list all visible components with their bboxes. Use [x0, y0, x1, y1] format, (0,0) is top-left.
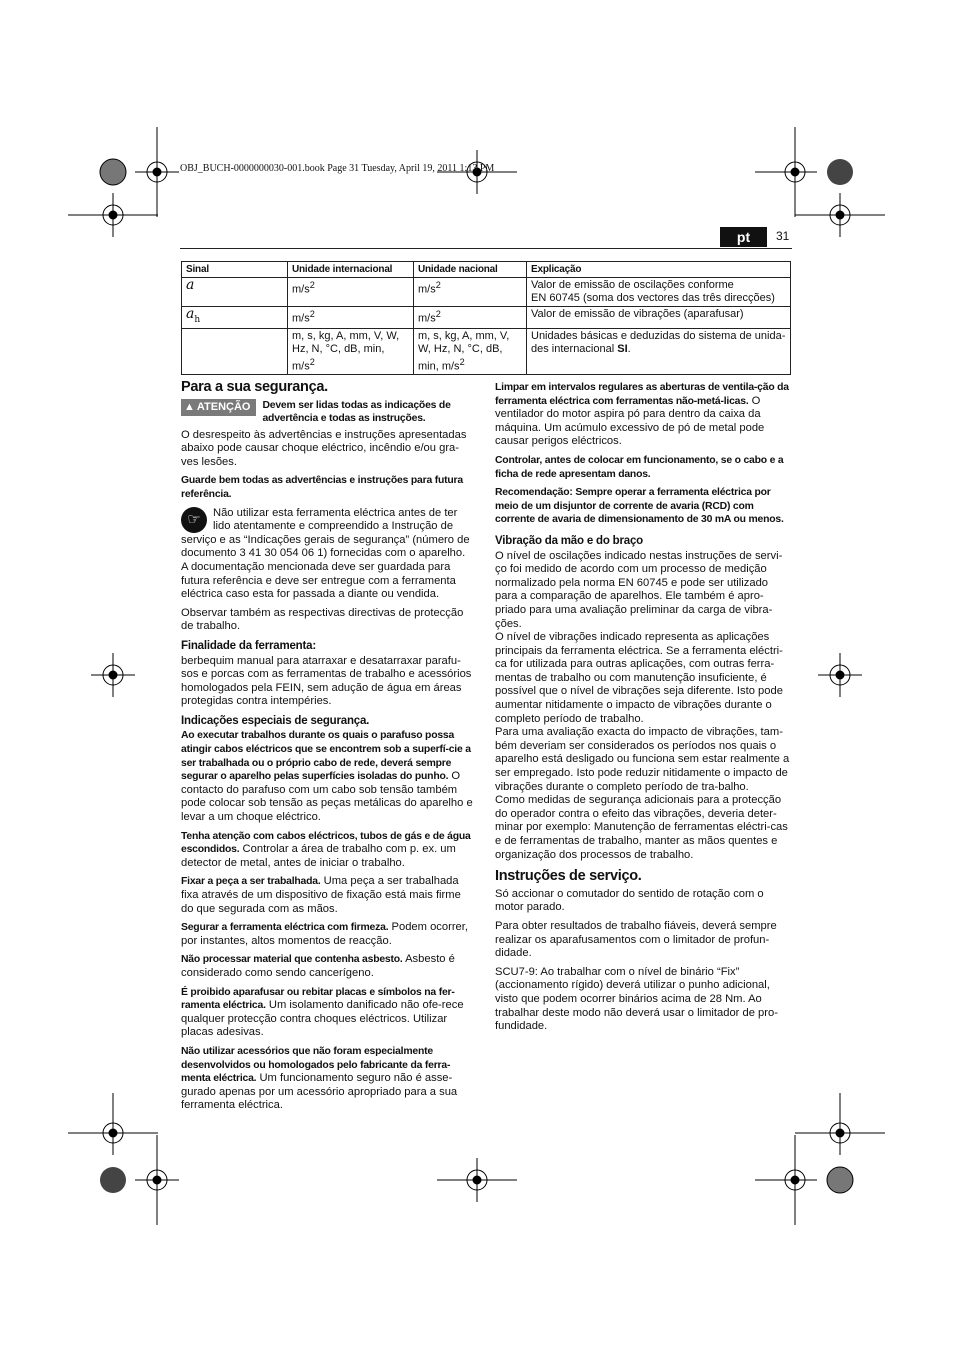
table-cell-national: m, s, kg, A, mm, V, W, Hz, N, °C, dB, min, $m/s^2$ [414, 328, 527, 375]
paragraph: O nível de oscilações indicado nestas instruções de servi-ço foi medido de acordo com um processo de medição normalizado pela norma EN 60745 e pode ser utilizado para a comparação de aparelhos. Ele também é apro-priado para uma avaliação preliminar da carga de vibra-ções. [495, 549, 783, 630]
crosshair-mark-top-left [135, 127, 179, 217]
paragraph-bold: Guarde bem todas as advertências e instruções para futura referência. [181, 475, 463, 500]
paragraph-read-manual: ☞ Não utilizar esta ferramenta eléctrica antes de ter lido atentamente e compreendido a Instrução de serviço e as “Indicações gerais de segurança” (número de documento 3 41 30 054 06 1) fornecidas com o aparelho. A documentação mencionada deve ser guardada para futura referência e deve ser entregue com a ferramenta eléctrica caso esta for passada a diante ou vendida. [181, 506, 470, 601]
paragraph: É proibido aparafusar ou rebitar placas e símbolos na fer-ramenta eléctrica. Um isolamento danificado não ofe-rece qualquer protecção contra choques eléctricos. Utilizar placas adesivas. [181, 986, 464, 1039]
paragraph: Limpar em intervalos regulares as aberturas de ventila-ção da ferramenta eléctrica com ferramentas não-metá-licas. O ventilador do motor aspira pó para dentro da caixa da máquina. Um acúmulo excessivo de pó de metal pode causar perigos eléctricos. [495, 382, 789, 448]
table-cell-explanation: Valor de emissão de oscilações conforme EN 60745 (soma dos vectores das três direcções) [527, 278, 791, 307]
warning-text: Devem ser lidas todas as indicações de advertência e todas as instruções. [262, 399, 451, 424]
table-header-cell: Unidade nacional [414, 262, 527, 278]
paragraph-bold: Controlar, antes de colocar em funcionamento, se o cabo e a ficha de rede apresentam danos. [495, 454, 784, 480]
heading-special-safety: Indicações especiais de segurança. [181, 714, 370, 727]
paragraph: Tenha atenção com cabos eléctricos, tubos de gás e de água escondidos. Controlar a área de trabalho com p. ex. um detector de metal, antes de iniciar o trabalho. [181, 830, 471, 869]
section-title-safety: Para a sua segurança. [181, 379, 328, 395]
crosshair-mark-bottom-right [755, 1135, 817, 1225]
table-header-cell: Unidade internacional [288, 262, 414, 278]
language-badge: pt [720, 227, 767, 247]
table-cell-symbol: $a_h$ [182, 307, 288, 329]
paragraph: SCU7-9: Ao trabalhar com o nível de binário “Fix” (accionamento rígido) deverá utilizar o punho adicional, visto que podem ocorrer binários acima de 28 Nm. Ao trabalhar deste modo não deverá usar o limitador de pro-fundidade. [495, 965, 778, 1033]
crosshair-mark-bottom-right-2 [795, 1093, 885, 1155]
paragraph: Segurar a ferramenta eléctrica com firmeza. Podem ocorrer, por instantes, altos momentos de reacção. [181, 921, 468, 947]
registration-dial-top-left [100, 159, 126, 185]
paragraph: Observar também as respectivas directivas de protecção de trabalho. [181, 606, 464, 633]
file-info-header: OBJ_BUCH-0000000030-001.book Page 31 Tuesday, April 19, 2011 1:13 PM [180, 163, 495, 174]
table-cell-national: $m/s^2$ [414, 307, 527, 329]
table-cell-national: $m/s^2$ [414, 278, 527, 307]
table-row [182, 278, 791, 307]
section-title-instructions: Instruções de serviço. [495, 868, 642, 885]
paragraph: Para uma avaliação exacta do impacto de vibrações, tam-bém deveriam ser considerados os períodos nos quais o aparelho está desligado ou funciona sem estar realmente a ser empregado. Isto pode reduzir nitidamente o impacto de vibrações durante o completo período de tra-balho. [495, 726, 790, 793]
paragraph: Para obter resultados de trabalho fiáveis, deverá sempre realizar os aparafusamentos com o limitador de profun-didade. [495, 919, 777, 960]
table-cell-intl: $m/s^2$ [288, 307, 414, 329]
paragraph-bold: Recomendação: Sempre operar a ferramenta eléctrica por meio de um disjuntor de corrente de avaria (RCD) com corrente de avaria de dimensionamento de 30 mA ou menos. [495, 487, 784, 526]
paragraph: O desrespeito às advertências e instruções apresentadas abaixo pode causar choque eléctrico, incêndio e/ou gra-ves lesões. [181, 428, 467, 468]
paragraph: Como medidas de segurança adicionais para a protecção do operador contra o efeito das vibrações, deveria deter-minar por exemplo: Manutenção de ferramentas eléctri-cas e de ferramentas de trabalho, manter as mãos quentes e organização dos processos de trabalho. [495, 794, 788, 861]
table-cell-symbol: a [182, 278, 288, 307]
warning-badge: ▲ ATENÇÃO [181, 399, 256, 416]
crosshair-mark-bottom-center [437, 1158, 517, 1202]
paragraph: Fixar a peça a ser trabalhada. Uma peça a ser trabalhada fixa através de um dispositivo de fixação está mais firme do que segurada com as mãos. [181, 875, 461, 915]
table-row [182, 307, 791, 329]
table-header-cell: Sinal [182, 262, 288, 278]
crosshair-mark-bottom-left [135, 1135, 179, 1225]
read-manual-icon: ☞ [181, 507, 207, 533]
table-cell-intl: m, s, kg, A, mm, V, W, Hz, N, °C, dB, min, $m/s^2$ [288, 328, 414, 375]
table-cell-explanation: Valor de emissão de vibrações (aparafusar) [527, 307, 791, 329]
crosshair-mark-top-right [755, 127, 817, 217]
paragraph: Não processar material que contenha asbesto. Asbesto é considerado como sendo cancerígeno. [181, 953, 455, 979]
paragraph: Só accionar o comutador do sentido de rotação com o motor parado. [495, 887, 764, 914]
registration-dial-bottom-right [827, 1167, 853, 1193]
table-header-cell: Explicação [527, 262, 791, 278]
registration-dial-top-right [827, 159, 853, 185]
crosshair-mark-mid-right [818, 653, 862, 697]
table-row [182, 328, 791, 375]
warning-triangle-icon: ▲ [184, 400, 195, 413]
heading-purpose: Finalidade da ferramenta: [181, 639, 316, 652]
warning-block [181, 399, 474, 425]
paragraph: Ao executar trabalhos durante os quais o parafuso possa atingir cabos eléctricos que se encontrem sob a superfí-cie a ser trabalhada ou o próprio cabo de rede, deverá sempre segurar o aparelho pelas superfícies isoladas do punho. O contacto do parafuso com um cabo sob tensão também pode colocar sob tensão as peças metálicas do aparelho e levar a um choque eléctrico. [181, 730, 473, 824]
paragraph: O nível de vibrações indicado representa as aplicações principais da ferramenta eléctrica. Se a ferramenta eléctri-ca for utilizada para outras aplicações, com outras ferra-mentas de trabalho ou com manutenção insuficiente, é possível que o nível de vibrações seja diferente. Isto pode aumentar nitidamente o impacto de vibrações durante o completo período de trabalho. [495, 631, 783, 725]
crosshair-mark-bottom-left-2 [68, 1093, 158, 1155]
table-cell-intl: $m/s^2$ [288, 278, 414, 307]
table-cell-symbol [182, 328, 288, 375]
units-table [181, 261, 791, 375]
table-cell-explanation: Unidades básicas e deduzidas do sistema de unida-des internacional SI. [527, 328, 791, 375]
paragraph: berbequim manual para atarraxar e desatarraxar parafu-sos e porcas com as ferramentas de trabalho e acessórios homologados pela FEIN, sem adução de água em áreas protegidas contra intempéries. [181, 654, 472, 708]
page-number: 31 [776, 229, 790, 243]
table-header-row [182, 262, 791, 278]
heading-vibration: Vibração da mão e do braço [495, 534, 643, 547]
crosshair-mark-top-right-2 [795, 193, 885, 237]
crosshair-mark-top-left-2 [68, 193, 158, 237]
right-column [495, 381, 791, 1039]
registration-dial-bottom-left [100, 1167, 126, 1193]
header-rule [180, 248, 792, 249]
crosshair-mark-mid-left [91, 653, 135, 697]
paragraph: Não utilizar acessórios que não foram especialmente desenvolvidos ou homologados pelo fabricante da ferra-menta eléctrica. Um funcionamento seguro não é asse-gurado apenas por um acessório apropriado para a sua ferramenta eléctrica. [181, 1045, 458, 1112]
left-column [181, 381, 474, 1118]
